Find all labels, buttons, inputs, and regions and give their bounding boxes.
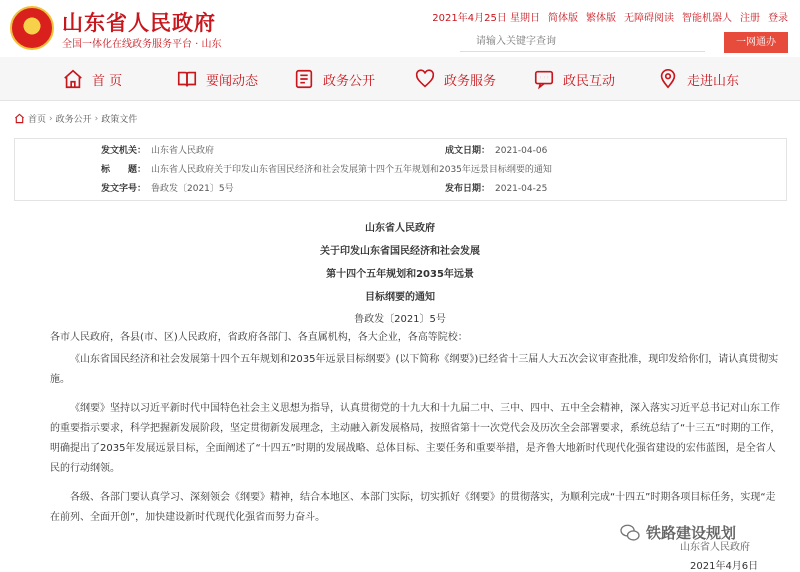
- national-emblem-icon: [10, 6, 54, 50]
- breadcrumb-separator: ›: [94, 113, 99, 124]
- wechat-icon: [620, 524, 640, 542]
- document-date: 2021年4月6日: [690, 561, 759, 572]
- document-title-line: 山东省人民政府: [365, 223, 435, 234]
- link-login[interactable]: 登录: [768, 13, 788, 24]
- issuer-label: 发文机关：: [101, 146, 147, 156]
- publish-date-label: 发布日期：: [445, 184, 491, 194]
- document-number: 鲁政发〔2021〕5号: [354, 314, 446, 325]
- nav-label: 走进山东: [687, 73, 740, 89]
- meta-row-issuer: [15, 141, 786, 162]
- nav-item-interaction[interactable]: [533, 57, 615, 101]
- breadcrumb-item[interactable]: 首页: [28, 115, 47, 125]
- top-links: [432, 9, 788, 24]
- home-icon: [62, 68, 84, 90]
- nav-item-services[interactable]: [414, 57, 496, 101]
- search-button[interactable]: 一网通办: [724, 32, 788, 53]
- document-paragraph: 《山东省国民经济和社会发展第十四个五年规划和2035年远景目标纲要》(以下简称《纲要》)已经省十三届人大五次会议审查批准，现印发给你们，请认真贯彻实施。: [50, 354, 779, 385]
- nav-label: 政务服务: [444, 73, 497, 89]
- link-register[interactable]: 注册: [740, 13, 760, 24]
- heart-icon: [414, 68, 436, 90]
- home-icon: [14, 113, 25, 124]
- site-title[interactable]: 山东省人民政府: [62, 10, 216, 35]
- nav-item-affairs[interactable]: [293, 57, 375, 101]
- nav-item-home[interactable]: [62, 57, 122, 101]
- document-paragraph: 《纲要》坚持以习近平新时代中国特色社会主义思想为指导，认真贯彻党的十九大和十九届二中、三中、四中、五中全会精神，深入落实习近平总书记对山东工作的重要指示要求，科学把握新发展阶段，坚定贯彻新发展理念，主动融入新发展格局，按照省第十一次党代会及历次全会部署要求，系统总结了“十三五”时期的工作，明确提出了2035年发展远景目标，全面阐述了“十四五”时期的发展战略、总体目标、主要任务和重要举措，是齐鲁大地新时代现代化强省建设的宏伟蓝图，是全省人民的行动纲领。: [50, 403, 781, 474]
- written-date-label: 成文日期：: [445, 146, 491, 156]
- meta-row-docno: [15, 179, 786, 200]
- breadcrumb-item[interactable]: 政策文件: [101, 115, 138, 125]
- date-text: 2021年4月25日 星期日: [432, 13, 540, 24]
- document-title-line: 关于印发山东省国民经济和社会发展: [320, 246, 480, 257]
- site-subtitle: 全国一体化在线政务服务平台 · 山东: [62, 39, 222, 50]
- document-icon: [293, 68, 315, 90]
- location-icon: [657, 68, 679, 90]
- breadcrumb-item[interactable]: 政务公开: [55, 115, 92, 125]
- title-label: 标 题：: [101, 165, 147, 175]
- nav-label: 政务公开: [323, 73, 376, 89]
- breadcrumb: [14, 112, 137, 125]
- nav-item-shandong[interactable]: [657, 57, 739, 101]
- publish-date-value: 2021-04-25: [495, 184, 548, 194]
- document-title-line: 目标纲要的通知: [365, 292, 435, 303]
- nav-item-news[interactable]: [176, 57, 258, 101]
- site-header: [0, 0, 800, 57]
- written-date-value: 2021-04-06: [495, 146, 548, 156]
- document-signer: 山东省人民政府: [680, 542, 750, 553]
- breadcrumb-separator: ›: [49, 113, 53, 124]
- link-robot[interactable]: 智能机器人: [682, 13, 732, 24]
- link-traditional[interactable]: 繁体版: [586, 13, 616, 24]
- main-nav: [0, 57, 800, 101]
- watermark-text: 铁路建设规划: [646, 524, 737, 542]
- docno-label: 发文字号：: [101, 184, 147, 194]
- nav-label: 要闻动态: [206, 73, 259, 89]
- nav-label: 首 页: [92, 73, 123, 89]
- title-value: 山东省人民政府关于印发山东省国民经济和社会发展第十四个五年规划和2035年远景目标纲要的通知: [151, 165, 552, 175]
- nav-label: 政民互动: [563, 73, 616, 89]
- news-icon: [176, 68, 198, 90]
- document-title-line: 第十四个五年规划和2035年远景: [326, 269, 474, 280]
- meta-row-title: [15, 160, 786, 181]
- chat-icon: [533, 68, 555, 90]
- link-accessibility[interactable]: 无障碍阅读: [624, 13, 674, 24]
- search-input[interactable]: [460, 32, 705, 52]
- document-meta-box: [14, 138, 787, 201]
- document-salutation: 各市人民政府，各县(市、区)人民政府，省政府各部门、各直属机构，各大企业，各高等院校：: [50, 332, 468, 343]
- issuer-value: 山东省人民政府: [151, 146, 215, 156]
- link-simplified[interactable]: 简体版: [548, 13, 578, 24]
- docno-value: 鲁政发〔2021〕5号: [151, 184, 234, 194]
- document-paragraph: 各级、各部门要认真学习、深刻领会《纲要》精神，结合本地区、本部门实际，切实抓好《纲要》的贯彻落实，为顺利完成“十四五”时期各项目标任务，实现“走在前列、全面开创”，加快建设新时代现代化强省而努力奋斗。: [50, 492, 776, 523]
